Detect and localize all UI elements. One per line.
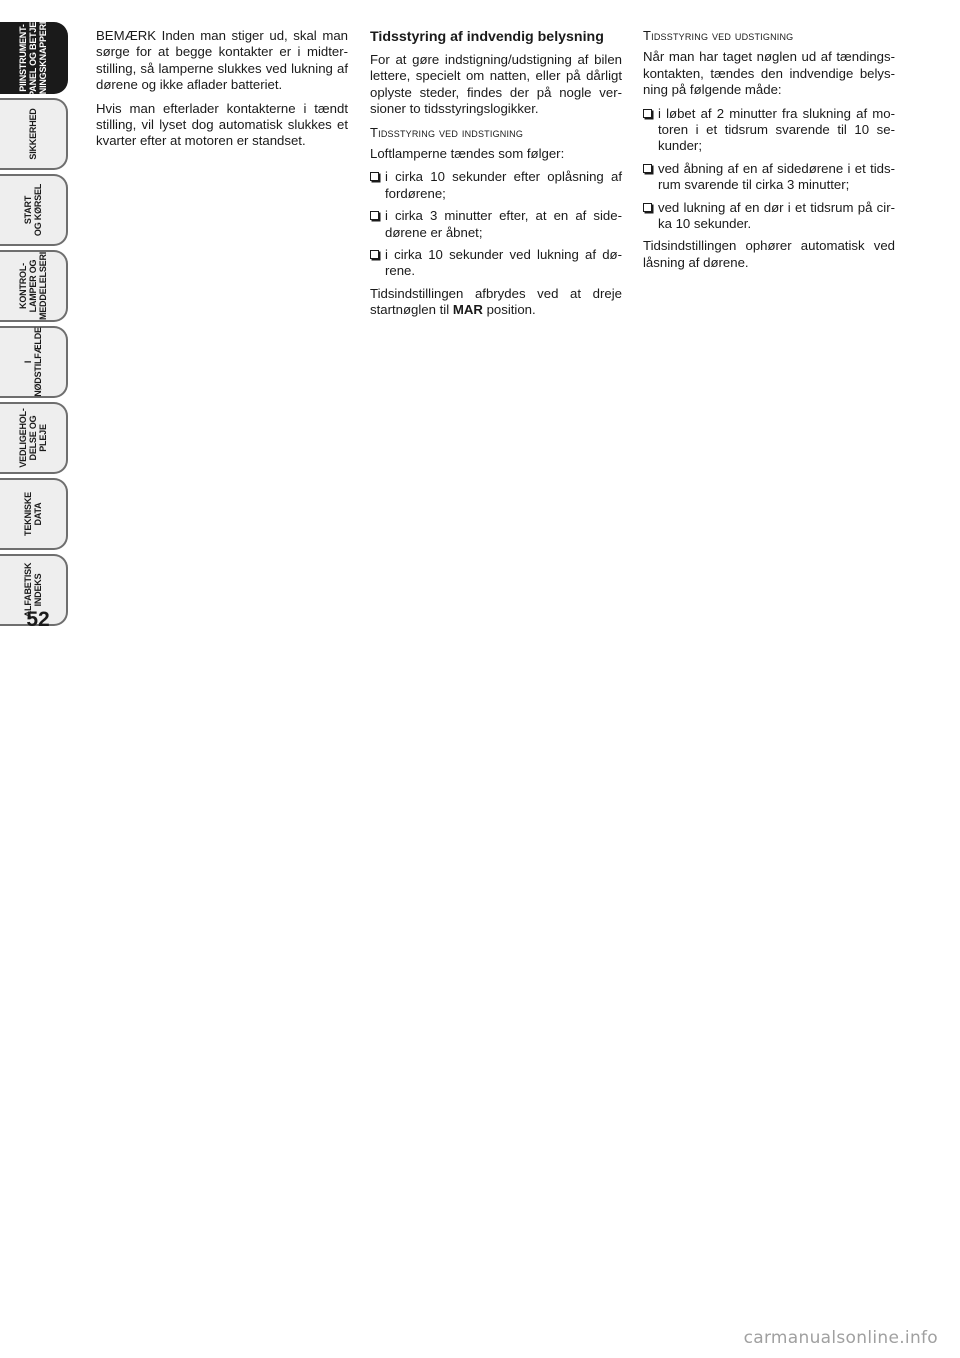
column-1 [96,28,348,157]
outro-text-end: position. [486,302,536,318]
body-paragraph: Når man har taget nøglen ud af tændings-kontakten, tændes den indvendige belys-ning på følgende måde: [643,49,895,98]
key-position-mar: MAR [452,302,483,318]
tab-label: I NØDSTILFÆLDE [23,327,43,397]
tab-label: TEKNISKE DATA [23,492,43,536]
checkbox-bullet-icon [643,109,652,118]
tab-vedligeholdelse[interactable] [0,402,68,474]
tab-label: START OG KØRSEL [23,183,43,237]
body-paragraph [370,286,622,319]
checkbox-bullet-icon [370,250,379,259]
list-item [643,200,895,233]
tab-label: SIKKERHED [28,108,38,160]
checkbox-bullet-icon [643,164,652,173]
body-paragraph: Loftlamperne tændes som følger: [370,146,565,162]
list-item-text: i cirka 10 sekunder efter oplåsning af fordørene; [385,169,622,201]
tab-tekniske-data[interactable] [0,478,68,550]
list-item-text: ved åbning af en af sidedørene i et tids-rum svarende til cirka 3 minutter; [658,160,895,193]
subheading: Tidsstyring ved udstigning [643,28,794,43]
tab-label: KONTROL- LAMPER OG MEDDELELSERI [18,251,48,321]
checkbox-bullet-icon [643,203,652,212]
list-item-text: ved lukning af en dør i et tidsrum på cir-ka 10 sekunder. [658,199,895,232]
subheading: Tidsstyring ved indstigning [370,124,524,140]
list-item [370,247,622,280]
list-item [643,106,895,155]
column-3 [643,28,895,278]
tab-kontrollamper[interactable] [0,250,68,322]
outro-text: Tidsindstillingen afbrydes ved at dreje startnøglen til [370,285,622,318]
list-item-text: i cirka 10 sekunder ved lukning af dø-rene. [385,247,622,279]
body-paragraph: For at gøre indstigning/udstigning af bilen lettere, specielt om natten, eller på dårligt oplyste steder, findes der på nogle ver-sioner to tidsstyringslogikker. [370,52,622,117]
body-paragraph: Tidsindstillingen ophører automatisk ved låsning af dørene. [643,238,895,270]
tab-i-nodstilfaelde[interactable] [0,326,68,398]
checkbox-bullet-icon [370,172,379,181]
tab-label: ALFABETISK INDEKS [23,562,43,618]
list-item-text: i cirka 3 minutter efter, at en af side-dørene er åbnet; [385,208,622,240]
page-number: 52 [26,608,50,631]
column-2 [370,28,622,326]
list-item [370,208,622,241]
watermark: carmanualsonline.info [743,1328,938,1348]
note-paragraph: BEMÆRK Inden man stiger ud, skal man sørge for at begge kontakter er i midter-stilling, så lamperne slukkes ved lukning af dørene og ikke aflader batteriet. [96,28,348,93]
checkbox-bullet-icon [370,211,379,220]
list-item [643,161,895,194]
list-item-text: i løbet af 2 minutter fra slukning af mo-toren i et tidsrum svarende til 10 se-kunder; [658,105,895,154]
tab-start-og-korsel[interactable] [0,174,68,246]
list-item [370,169,622,202]
tab-label: PIINSTRUMENT- PANEL OG BETJE- NINGSKNAPPERI [18,19,48,97]
section-heading: Tidsstyring af indvendig belysning [370,29,604,45]
tab-instrumentpanel[interactable] [0,19,68,97]
tab-sikkerhed[interactable] [0,98,68,170]
tab-label: VEDLIGEHOL- DELSE OG PLEJE [18,408,48,468]
body-paragraph: Hvis man efterlader kontakterne i tændt stilling, vil lyset dog automatisk slukkes et kvarter efter at motoren er standset. [96,100,348,149]
